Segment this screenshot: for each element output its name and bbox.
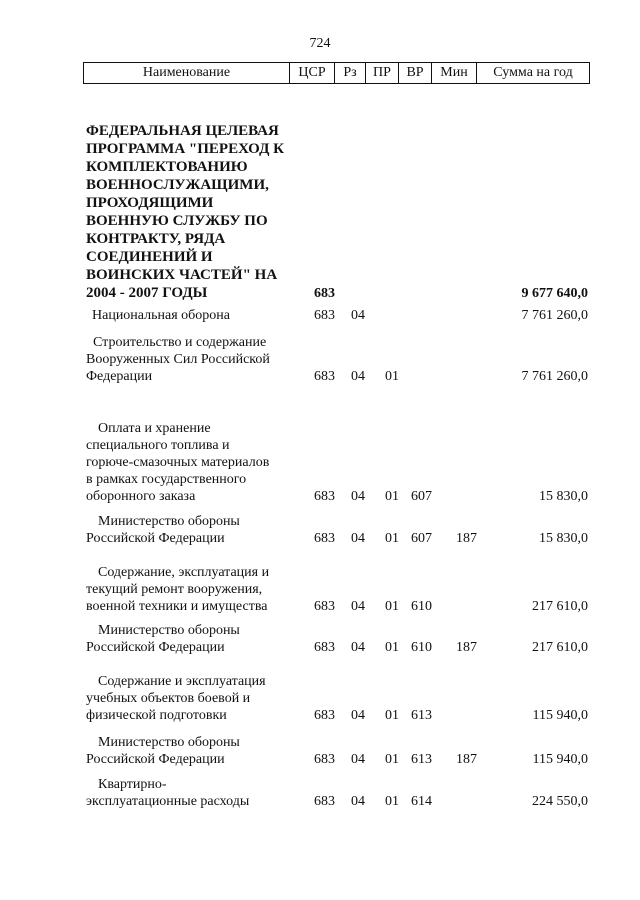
- row-name: [86, 622, 296, 656]
- cell-sum: 7 761 260,0: [521, 308, 588, 323]
- cell-sum: 224 550,0: [532, 794, 588, 809]
- row-name: [86, 122, 296, 302]
- cell-csr: 683: [314, 489, 335, 504]
- cell-csr: 683: [314, 369, 335, 384]
- cell-sum: 115 940,0: [532, 708, 588, 723]
- row-name-line: эксплуатационные расходы: [86, 794, 250, 809]
- row-name-line: ФЕДЕРАЛЬНАЯ ЦЕЛЕВАЯ: [86, 123, 279, 139]
- row-name-line: Вооруженных Сил Российской: [86, 352, 270, 367]
- header-vr: ВР: [399, 63, 432, 84]
- cell-vr: 607: [411, 531, 432, 546]
- cell-sum: 7 761 260,0: [521, 369, 588, 384]
- cell-csr: 683: [314, 752, 335, 767]
- row-name-line: КОМПЛЕКТОВАНИЮ: [86, 159, 248, 175]
- cell-pr: 01: [385, 640, 399, 655]
- row-name-line: СОЕДИНЕНИЙ И: [86, 249, 213, 265]
- row-name-line: 2004 - 2007 ГОДЫ: [86, 285, 208, 301]
- table-row: [0, 674, 640, 724]
- row-name-line: военной техники и имущества: [86, 599, 268, 614]
- row-name-line: Министерство обороны: [98, 623, 240, 638]
- row-name-line: горюче-смазочных материалов: [86, 455, 270, 470]
- row-name-line: Министерство обороны: [98, 514, 240, 529]
- cell-rz: 04: [351, 489, 365, 504]
- row-name-line: Квартирно-: [98, 777, 167, 792]
- page-number: 724: [309, 36, 331, 51]
- cell-rz: 04: [351, 794, 365, 809]
- row-name-line: Содержание, эксплуатация и: [98, 565, 270, 580]
- cell-vr: 610: [411, 599, 432, 614]
- table-row: [0, 565, 640, 615]
- cell-pr: 01: [385, 599, 399, 614]
- header-pr: ПР: [366, 63, 399, 84]
- cell-pr: 01: [385, 369, 399, 384]
- row-name: [86, 734, 296, 768]
- row-name-line: ВОЕННУЮ СЛУЖБУ ПО: [86, 213, 268, 229]
- cell-pr: 01: [385, 752, 399, 767]
- cell-rz: 04: [351, 752, 365, 767]
- cell-vr: 614: [411, 794, 432, 809]
- cell-pr: 01: [385, 531, 399, 546]
- row-name: [92, 307, 302, 324]
- row-name-line: Министерство обороны: [98, 735, 240, 750]
- row-name: [86, 513, 296, 547]
- cell-sum: 217 610,0: [532, 640, 588, 655]
- cell-csr: 683: [314, 286, 335, 301]
- cell-min: 187: [456, 640, 477, 655]
- row-name: [86, 564, 296, 615]
- row-name-line: Национальная оборона: [92, 308, 230, 323]
- cell-rz: 04: [351, 640, 365, 655]
- row-name-line: в рамках государственного: [86, 472, 247, 487]
- table-row: [0, 616, 640, 656]
- row-name-line: ПРОХОДЯЩИМИ: [86, 195, 214, 211]
- row-name-line: Содержание и эксплуатация: [98, 674, 266, 689]
- table-row: [0, 421, 640, 505]
- row-name-line: Федерации: [86, 369, 153, 384]
- cell-rz: 04: [351, 531, 365, 546]
- table-row: [0, 284, 640, 324]
- cell-sum: 9 677 640,0: [521, 286, 588, 301]
- cell-sum: 217 610,0: [532, 599, 588, 614]
- cell-csr: 683: [314, 640, 335, 655]
- row-name-line: ВОЕННОСЛУЖАЩИМИ,: [86, 177, 269, 193]
- row-name-line: учебных объектов боевой и: [86, 691, 251, 706]
- cell-pr: 01: [385, 708, 399, 723]
- table-row: [0, 770, 640, 810]
- cell-vr: 610: [411, 640, 432, 655]
- header-rz: Рз: [335, 63, 366, 84]
- row-name: [86, 334, 296, 385]
- cell-sum: 15 830,0: [539, 489, 588, 504]
- cell-pr: 01: [385, 794, 399, 809]
- cell-csr: 683: [314, 531, 335, 546]
- row-name-line: текущий ремонт вооружения,: [86, 582, 263, 597]
- table-row: [0, 335, 640, 385]
- cell-min: 187: [456, 531, 477, 546]
- table-row: [0, 507, 640, 547]
- cell-min: 187: [456, 752, 477, 767]
- table-header: [83, 62, 590, 84]
- row-name-line: КОНТРАКТУ, РЯДА: [86, 231, 226, 247]
- cell-vr: 613: [411, 708, 432, 723]
- row-name-line: Российской Федерации: [86, 640, 225, 655]
- row-name-line: физической подготовки: [86, 708, 227, 723]
- row-name-line: Российской Федерации: [86, 752, 225, 767]
- header-sum: Сумма на год: [477, 63, 590, 84]
- cell-vr: 613: [411, 752, 432, 767]
- cell-csr: 683: [314, 794, 335, 809]
- cell-pr: 01: [385, 489, 399, 504]
- cell-rz: 04: [351, 308, 365, 323]
- row-name-line: Строительство и содержание: [93, 335, 267, 350]
- cell-rz: 04: [351, 599, 365, 614]
- header-min: Мин: [432, 63, 477, 84]
- row-name-line: Российской Федерации: [86, 531, 225, 546]
- cell-csr: 683: [314, 599, 335, 614]
- row-name-line: ПРОГРАММА "ПЕРЕХОД К: [86, 141, 285, 157]
- row-name: [86, 673, 296, 724]
- cell-sum: 15 830,0: [539, 531, 588, 546]
- cell-rz: 04: [351, 369, 365, 384]
- row-name-line: специального топлива и: [86, 438, 230, 453]
- row-name: [86, 776, 296, 810]
- row-name-line: ВОИНСКИХ ЧАСТЕЙ" НА: [86, 267, 278, 283]
- header-name: Наименование: [84, 63, 290, 84]
- cell-csr: 683: [314, 308, 335, 323]
- header-csr: ЦСР: [290, 63, 335, 84]
- cell-vr: 607: [411, 489, 432, 504]
- cell-csr: 683: [314, 708, 335, 723]
- cell-sum: 115 940,0: [532, 752, 588, 767]
- table-row: [0, 728, 640, 768]
- row-name: [86, 420, 296, 505]
- row-name-line: оборонного заказа: [86, 489, 196, 504]
- row-name-line: Оплата и хранение: [98, 421, 211, 436]
- cell-rz: 04: [351, 708, 365, 723]
